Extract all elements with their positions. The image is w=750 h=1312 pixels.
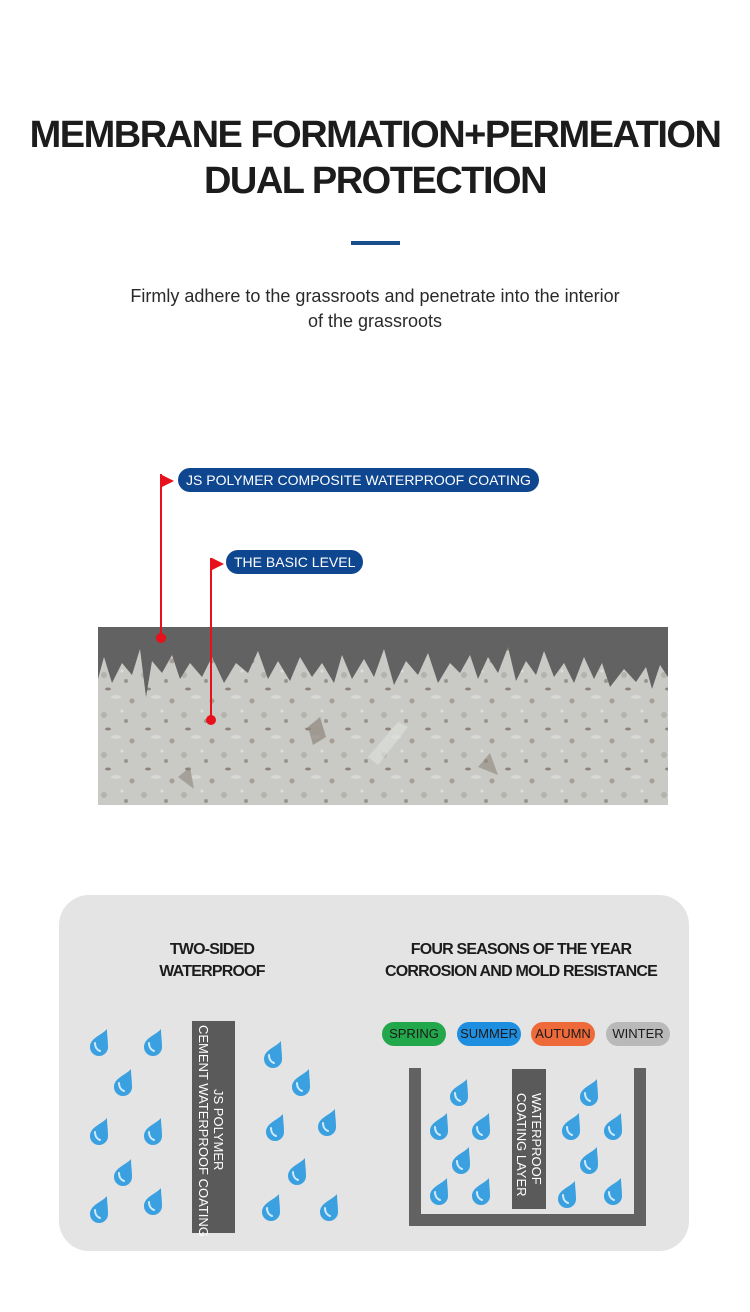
coating-layer-bar-line-2: COATING LAYER: [514, 1093, 529, 1197]
page-title: [0, 112, 750, 204]
water-drop-icon: [428, 1177, 450, 1205]
coating-label: JS POLYMER COMPOSITE WATERPROOF COATING: [178, 468, 539, 492]
water-drop-icon: [556, 1180, 578, 1208]
base-pointer-dot: [206, 715, 216, 725]
four-seasons-title-line-2: CORROSION AND MOLD RESISTANCE: [385, 963, 657, 980]
water-drop-icon: [318, 1193, 340, 1221]
water-drop-icon: [578, 1146, 600, 1174]
two-sided-title-line-2: WATERPROOF: [159, 963, 265, 980]
js-polymer-bar-line-1: JS POLYMER: [211, 1089, 226, 1171]
cross-section-image: [98, 627, 668, 805]
accent-divider: [351, 241, 400, 245]
base-pointer-line: [210, 558, 212, 720]
water-drop-icon: [286, 1157, 308, 1185]
water-drop-icon: [262, 1040, 284, 1068]
water-drop-icon: [602, 1112, 624, 1140]
four-seasons-title-line-1: FOUR SEASONS OF THE YEAR: [410, 941, 632, 958]
water-drop-icon: [88, 1195, 110, 1223]
water-drop-icon: [112, 1068, 134, 1096]
subtitle-line-2: of the grassroots: [307, 311, 443, 331]
water-drop-icon: [560, 1112, 582, 1140]
water-drop-icon: [448, 1078, 470, 1106]
water-drop-icon: [142, 1117, 164, 1145]
water-drop-icon: [602, 1177, 624, 1205]
water-drop-icon: [88, 1028, 110, 1056]
coating-layer-bar-line-1: WATERPROOF: [529, 1093, 544, 1185]
base-label: THE BASIC LEVEL: [226, 550, 363, 574]
water-drop-icon: [470, 1177, 492, 1205]
subtitle: [90, 284, 660, 334]
water-drop-icon: [450, 1146, 472, 1174]
water-drop-icon: [316, 1108, 338, 1136]
water-drop-icon: [112, 1158, 134, 1186]
season-winter: WINTER: [606, 1022, 670, 1046]
js-polymer-bar-label: [196, 1025, 226, 1237]
js-polymer-bar-line-2: CEMENT WATERPROOF COATING: [196, 1025, 211, 1237]
water-drop-icon: [428, 1112, 450, 1140]
coating-pointer-line: [160, 474, 162, 638]
water-drop-icon: [578, 1078, 600, 1106]
water-drop-icon: [88, 1117, 110, 1145]
base-pointer-flag: [212, 558, 224, 570]
water-drop-icon: [142, 1187, 164, 1215]
water-drop-icon: [260, 1193, 282, 1221]
season-autumn: AUTUMN: [531, 1022, 595, 1046]
two-sided-title-line-1: TWO-SIDED: [169, 941, 255, 958]
season-spring: SPRING: [382, 1022, 446, 1046]
subtitle-line-1: Firmly adhere to the grassroots and penetrate into the interior: [130, 286, 620, 306]
four-seasons-title: [385, 939, 657, 983]
title-line-2: DUAL PROTECTION: [203, 160, 547, 202]
coating-pointer-dot: [156, 633, 166, 643]
water-drop-icon: [142, 1028, 164, 1056]
title-line-1: MEMBRANE FORMATION+PERMEATION: [29, 114, 721, 156]
season-summer: SUMMER: [457, 1022, 521, 1046]
water-drop-icon: [470, 1112, 492, 1140]
two-sided-title: [112, 939, 312, 983]
coating-pointer-flag: [162, 475, 174, 487]
water-drop-icon: [290, 1068, 312, 1096]
water-drop-icon: [264, 1113, 286, 1141]
coating-layer-bar-label: [514, 1093, 544, 1205]
